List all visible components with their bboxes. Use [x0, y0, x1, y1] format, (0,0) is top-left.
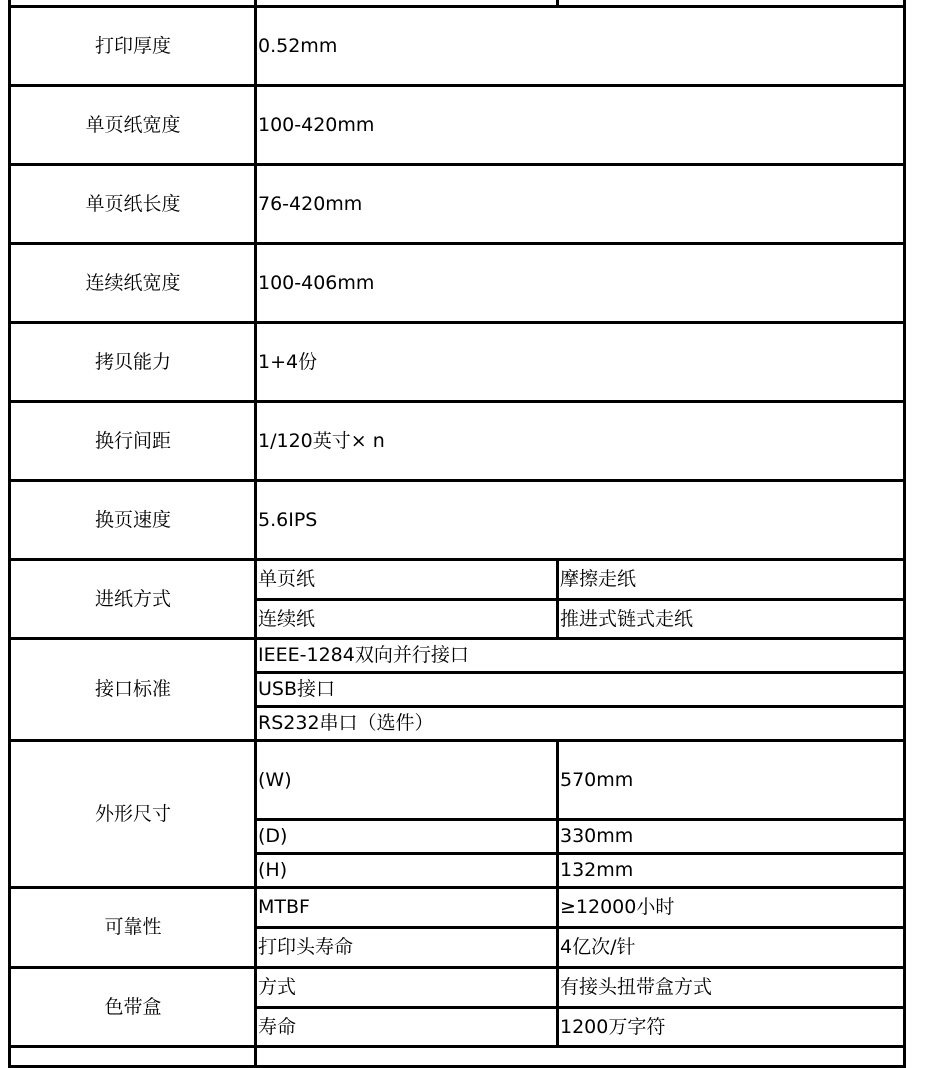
- row-label: 色带盒: [10, 968, 256, 1047]
- row-label: 外形尺寸: [10, 741, 256, 888]
- row-value: 1+4份: [256, 323, 905, 402]
- sub-value: ≥12000小时: [558, 888, 905, 928]
- row-value: 100-406mm: [256, 244, 905, 323]
- sub-value: 推进式链式走纸: [558, 600, 905, 639]
- row-label: 进纸方式: [10, 560, 256, 639]
- table-row-interface: [10, 639, 905, 673]
- table-row-copy: [10, 323, 905, 402]
- spec-table: [8, 0, 906, 1068]
- row-label: 打印厚度: [10, 7, 256, 86]
- row-value: 1/120英寸× n: [256, 402, 905, 481]
- row-label: 换页速度: [10, 481, 256, 560]
- table-row-dimensions: [10, 741, 905, 820]
- row-label: 接口标准: [10, 639, 256, 741]
- sub-value: 4亿次/针: [558, 928, 905, 968]
- row-value: 76-420mm: [256, 165, 905, 244]
- sub-name: 方式: [256, 968, 558, 1008]
- table-row-reliability: [10, 888, 905, 928]
- table-row-line-spacing: [10, 402, 905, 481]
- table-row-page-speed: [10, 481, 905, 560]
- row-value: 100-420mm: [256, 86, 905, 165]
- sub-value: 330mm: [558, 820, 905, 854]
- sub-name: 寿命: [256, 1008, 558, 1047]
- sub-name: 单页纸: [256, 560, 558, 600]
- sub-value: 570mm: [558, 741, 905, 820]
- sub-value: RS232串口（选件）: [256, 707, 905, 741]
- table-row-ribbon: [10, 968, 905, 1008]
- row-label: 连续纸宽度: [10, 244, 256, 323]
- sub-name: 连续纸: [256, 600, 558, 639]
- sub-value: 1200万字符: [558, 1008, 905, 1047]
- sub-value: USB接口: [256, 673, 905, 707]
- sub-name: (W): [256, 741, 558, 820]
- row-label: 单页纸宽度: [10, 86, 256, 165]
- sub-name: (H): [256, 854, 558, 888]
- sub-value: 有接头扭带盒方式: [558, 968, 905, 1008]
- row-label: 可靠性: [10, 888, 256, 968]
- row-label: 换行间距: [10, 402, 256, 481]
- table-row-thickness: [10, 7, 905, 86]
- sub-name: MTBF: [256, 888, 558, 928]
- sub-name: (D): [256, 820, 558, 854]
- sub-value: IEEE-1284双向并行接口: [256, 639, 905, 673]
- table-row-cont-width: [10, 244, 905, 323]
- cell-empty: [10, 1047, 256, 1067]
- sub-name: 打印头寿命: [256, 928, 558, 968]
- sub-value: 摩擦走纸: [558, 560, 905, 600]
- table-row-partial-bottom: [10, 1047, 905, 1067]
- cell-empty: [256, 1047, 905, 1067]
- row-value: 0.52mm: [256, 7, 905, 86]
- row-value: 5.6IPS: [256, 481, 905, 560]
- sub-value: 132mm: [558, 854, 905, 888]
- row-label: 拷贝能力: [10, 323, 256, 402]
- table-row-sheet-width: [10, 86, 905, 165]
- row-label: 单页纸长度: [10, 165, 256, 244]
- table-row-sheet-length: [10, 165, 905, 244]
- table-row-feed: [10, 560, 905, 600]
